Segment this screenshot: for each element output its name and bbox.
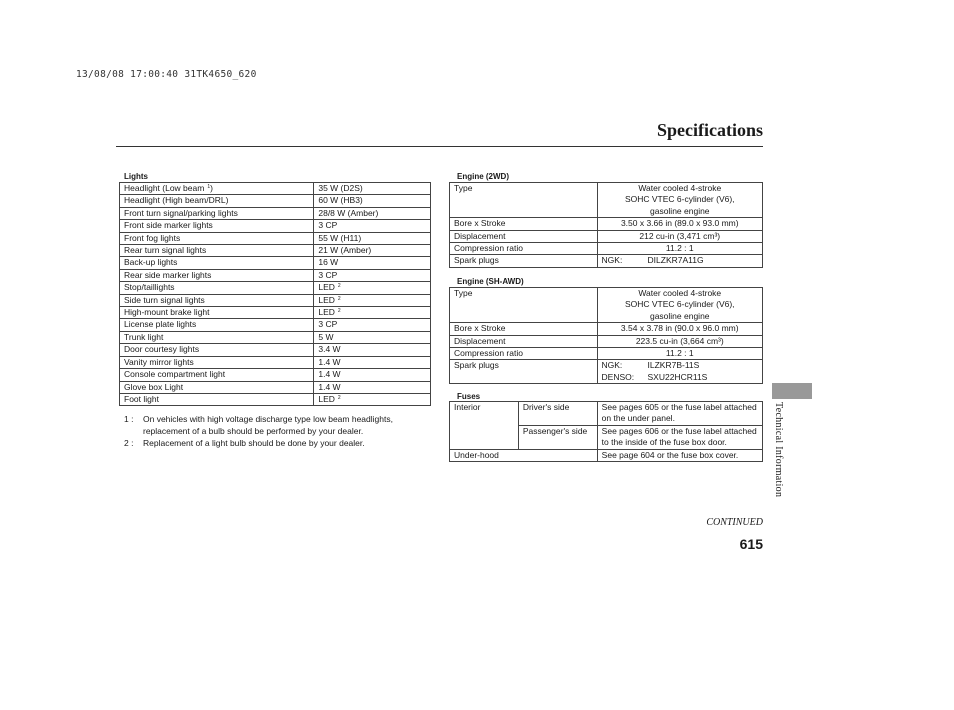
- light-value: [314, 207, 431, 219]
- title-rule: [116, 146, 763, 147]
- light-item: [120, 183, 314, 195]
- spark-value: [597, 360, 762, 384]
- light-value: [314, 282, 431, 294]
- light-item: [120, 344, 314, 356]
- spark-value: [597, 255, 762, 267]
- pass-pre: See pages: [601, 425, 643, 436]
- table-row: [120, 319, 431, 331]
- footnote-ref: 1: [207, 184, 211, 190]
- type-line-3: gasoline engine: [649, 205, 710, 216]
- under-hood-label: Under-hood: [450, 449, 598, 461]
- light-value: [314, 195, 431, 207]
- table-row: [450, 348, 763, 360]
- light-item-text: Door courtesy lights: [124, 344, 200, 355]
- driver-post: or the fuse label attached on the under panel.: [601, 402, 757, 424]
- light-item-text: Back-up lights: [124, 257, 178, 268]
- light-value: [314, 294, 431, 306]
- light-item-text: Front turn signal/parking lights: [124, 207, 238, 218]
- lights-heading: Lights: [124, 172, 148, 181]
- light-item-close: ): [210, 183, 213, 193]
- light-value: [314, 269, 431, 281]
- table-row: [120, 207, 431, 219]
- note-1-number: 1 :: [124, 414, 134, 424]
- driver-side-label: Driver's side: [518, 402, 597, 426]
- light-item-text: Vanity mirror lights: [124, 356, 194, 367]
- displacement-value: 223.5 cu-in (3,664 cm³): [597, 335, 762, 347]
- spark-part-1: ILZKR7B-11S: [647, 360, 700, 371]
- type-line-2: SOHC VTEC 6-cylinder (V6),: [624, 194, 735, 205]
- light-item-text: Glove box Light: [124, 381, 184, 392]
- print-stamp: 13/08/08 17:00:40 31TK4650_620: [76, 69, 257, 80]
- engine-shawd-heading: Engine (SH-AWD): [457, 277, 524, 286]
- table-row: [120, 269, 431, 281]
- type-label: Type: [450, 288, 598, 323]
- light-value-text: 5 W: [318, 331, 334, 342]
- light-item-text: Front side marker lights: [124, 220, 213, 231]
- light-value-text: 16 W: [318, 257, 339, 268]
- compression-label: Compression ratio: [450, 243, 598, 255]
- section-label: Technical Information: [773, 402, 784, 498]
- engine-2wd-heading: Engine (2WD): [457, 172, 509, 181]
- passenger-side-value: [597, 425, 762, 449]
- light-value-text: 60 W (HB3): [318, 195, 363, 206]
- light-value-text: 3.4 W: [318, 344, 341, 355]
- light-value: [314, 369, 431, 381]
- footnote-ref: 2: [337, 295, 341, 302]
- table-row: [120, 232, 431, 244]
- table-row: [120, 257, 431, 269]
- note-1-text: On vehicles with high voltage discharge type low beam headlights, replacement of a bulb should be performed by your dealer.: [143, 414, 393, 436]
- table-row: [120, 344, 431, 356]
- light-value-text: 35 W (D2S): [318, 183, 363, 193]
- light-value-text: 1.4 W: [318, 369, 341, 380]
- light-item: [120, 294, 314, 306]
- light-value: [314, 220, 431, 232]
- compression-value: 11.2 : 1: [597, 243, 762, 255]
- table-row: [120, 195, 431, 207]
- light-item-text: High-mount brake light: [124, 307, 210, 318]
- driver-side-value: [597, 402, 762, 426]
- lights-notes: [124, 414, 436, 449]
- table-row: [450, 230, 763, 242]
- light-item: [120, 220, 314, 232]
- footnote-ref: 2: [337, 283, 341, 290]
- uh-page-link[interactable]: 604: [640, 449, 655, 460]
- note-2-number: 2 :: [124, 437, 134, 448]
- table-row: [120, 245, 431, 257]
- note-2-text: Replacement of a light bulb should be done by your dealer.: [143, 437, 365, 448]
- uh-post: or the fuse box cover.: [657, 449, 739, 460]
- light-value-text: 55 W (H11): [318, 232, 362, 243]
- light-item-text: Headlight (Low beam: [124, 183, 205, 193]
- light-item: [120, 257, 314, 269]
- light-item-text: Stop/taillights: [124, 282, 175, 293]
- table-row: [450, 255, 763, 267]
- spark-label: Spark plugs: [450, 255, 598, 267]
- light-value-text: 3 CP: [318, 269, 338, 280]
- type-line-1: Water cooled 4-stroke: [638, 183, 722, 193]
- light-item-text: Rear side marker lights: [124, 269, 212, 280]
- type-value: [597, 288, 762, 323]
- engine-shawd-table: [449, 287, 763, 384]
- fuses-table: [449, 401, 763, 462]
- table-row: [450, 402, 763, 426]
- light-value: [314, 381, 431, 393]
- light-item: [120, 331, 314, 343]
- table-row: [120, 307, 431, 319]
- pass-post: or the fuse label attached to the inside of the fuse box door.: [601, 425, 757, 448]
- spark-brand-2: DENSO:: [601, 371, 635, 382]
- light-value: [314, 319, 431, 331]
- light-value: [314, 356, 431, 368]
- table-row: [120, 381, 431, 393]
- section-tab: [772, 383, 812, 399]
- interior-label: Interior: [450, 402, 519, 450]
- light-item: [120, 245, 314, 257]
- compression-value: 11.2 : 1: [597, 348, 762, 360]
- spark-part-2: SXU22HCR11S: [647, 371, 708, 382]
- table-row: [450, 360, 763, 384]
- displacement-label: Displacement: [450, 230, 598, 242]
- table-row: [120, 369, 431, 381]
- light-item: [120, 207, 314, 219]
- spark-label: Spark plugs: [450, 360, 598, 384]
- light-item: [120, 269, 314, 281]
- type-value: [597, 183, 762, 218]
- table-row: [120, 331, 431, 343]
- light-value-text: LED: [318, 294, 335, 305]
- page-number: 615: [739, 536, 763, 552]
- lights-table: [119, 182, 431, 406]
- light-item: [120, 393, 314, 405]
- fuses-heading: Fuses: [457, 392, 481, 401]
- light-value-text: LED: [318, 307, 335, 318]
- light-value: [314, 344, 431, 356]
- spark-brand: NGK:: [601, 255, 623, 266]
- table-row: [450, 449, 763, 461]
- passenger-side-label: Passenger's side: [518, 425, 597, 449]
- bore-label: Bore x Stroke: [450, 218, 598, 230]
- type-label: Type: [450, 183, 598, 218]
- driver-pre: See pages: [601, 402, 643, 412]
- light-item-text: Rear turn signal lights: [124, 245, 207, 256]
- light-value-text: LED: [318, 393, 335, 404]
- pass-page-link[interactable]: 606: [644, 425, 659, 436]
- table-row: [450, 323, 763, 335]
- light-value-text: 1.4 W: [318, 356, 341, 367]
- light-value: [314, 307, 431, 319]
- light-value: [314, 232, 431, 244]
- bore-value: 3.50 x 3.66 in (89.0 x 93.0 mm): [597, 218, 762, 230]
- light-item: [120, 369, 314, 381]
- table-row: [450, 335, 763, 347]
- light-value: [314, 257, 431, 269]
- type-line-3: gasoline engine: [649, 310, 710, 321]
- light-value-text: 3 CP: [318, 220, 338, 231]
- table-row: [120, 183, 431, 195]
- table-row: [120, 220, 431, 232]
- bore-value: 3.54 x 3.78 in (90.0 x 96.0 mm): [597, 323, 762, 335]
- note-1: [124, 414, 436, 438]
- table-row: [120, 282, 431, 294]
- light-value: [314, 183, 431, 195]
- light-value-text: 28/8 W (Amber): [318, 207, 379, 218]
- type-line-2: SOHC VTEC 6-cylinder (V6),: [624, 299, 735, 310]
- light-value-text: LED: [318, 282, 335, 293]
- light-value-text: 1.4 W: [318, 381, 341, 392]
- light-item: [120, 319, 314, 331]
- type-line-1: Water cooled 4-stroke: [638, 288, 722, 298]
- light-value: [314, 245, 431, 257]
- displacement-value: 212 cu-in (3,471 cm³): [597, 230, 762, 242]
- light-item-text: Headlight (High beam/DRL): [124, 195, 229, 206]
- light-value-text: 21 W (Amber): [318, 245, 372, 256]
- compression-label: Compression ratio: [450, 348, 598, 360]
- light-item-text: Foot light: [124, 393, 159, 404]
- light-item-text: Side turn signal lights: [124, 294, 205, 305]
- bore-label: Bore x Stroke: [450, 323, 598, 335]
- table-row: [450, 218, 763, 230]
- page-title: Specifications: [657, 120, 763, 140]
- table-row: [120, 356, 431, 368]
- footnote-ref: 2: [337, 394, 341, 401]
- light-item: [120, 307, 314, 319]
- light-value: [314, 393, 431, 405]
- light-item-text: License plate lights: [124, 319, 197, 330]
- light-item-text: Console compartment light: [124, 369, 226, 380]
- spark-brand-1: NGK:: [601, 360, 623, 371]
- table-row: [450, 183, 763, 218]
- light-item: [120, 381, 314, 393]
- continued-label: CONTINUED: [706, 517, 763, 528]
- table-row: [450, 243, 763, 255]
- light-item-text: Front fog lights: [124, 232, 181, 243]
- light-item: [120, 356, 314, 368]
- table-row: [120, 294, 431, 306]
- light-item: [120, 282, 314, 294]
- driver-page-link[interactable]: 605: [644, 402, 659, 412]
- note-2: [124, 438, 436, 450]
- table-row: [450, 288, 763, 323]
- under-hood-value: [597, 449, 762, 461]
- light-value-text: 3 CP: [318, 319, 338, 330]
- light-item-text: Trunk light: [124, 331, 164, 342]
- footnote-ref: 2: [337, 308, 341, 315]
- displacement-label: Displacement: [450, 335, 598, 347]
- table-row: [120, 393, 431, 405]
- uh-pre: See page: [601, 449, 639, 460]
- light-value: [314, 331, 431, 343]
- light-item: [120, 232, 314, 244]
- spark-part: DILZKR7A11G: [647, 255, 704, 266]
- light-item: [120, 195, 314, 207]
- engine-2wd-table: [449, 182, 763, 268]
